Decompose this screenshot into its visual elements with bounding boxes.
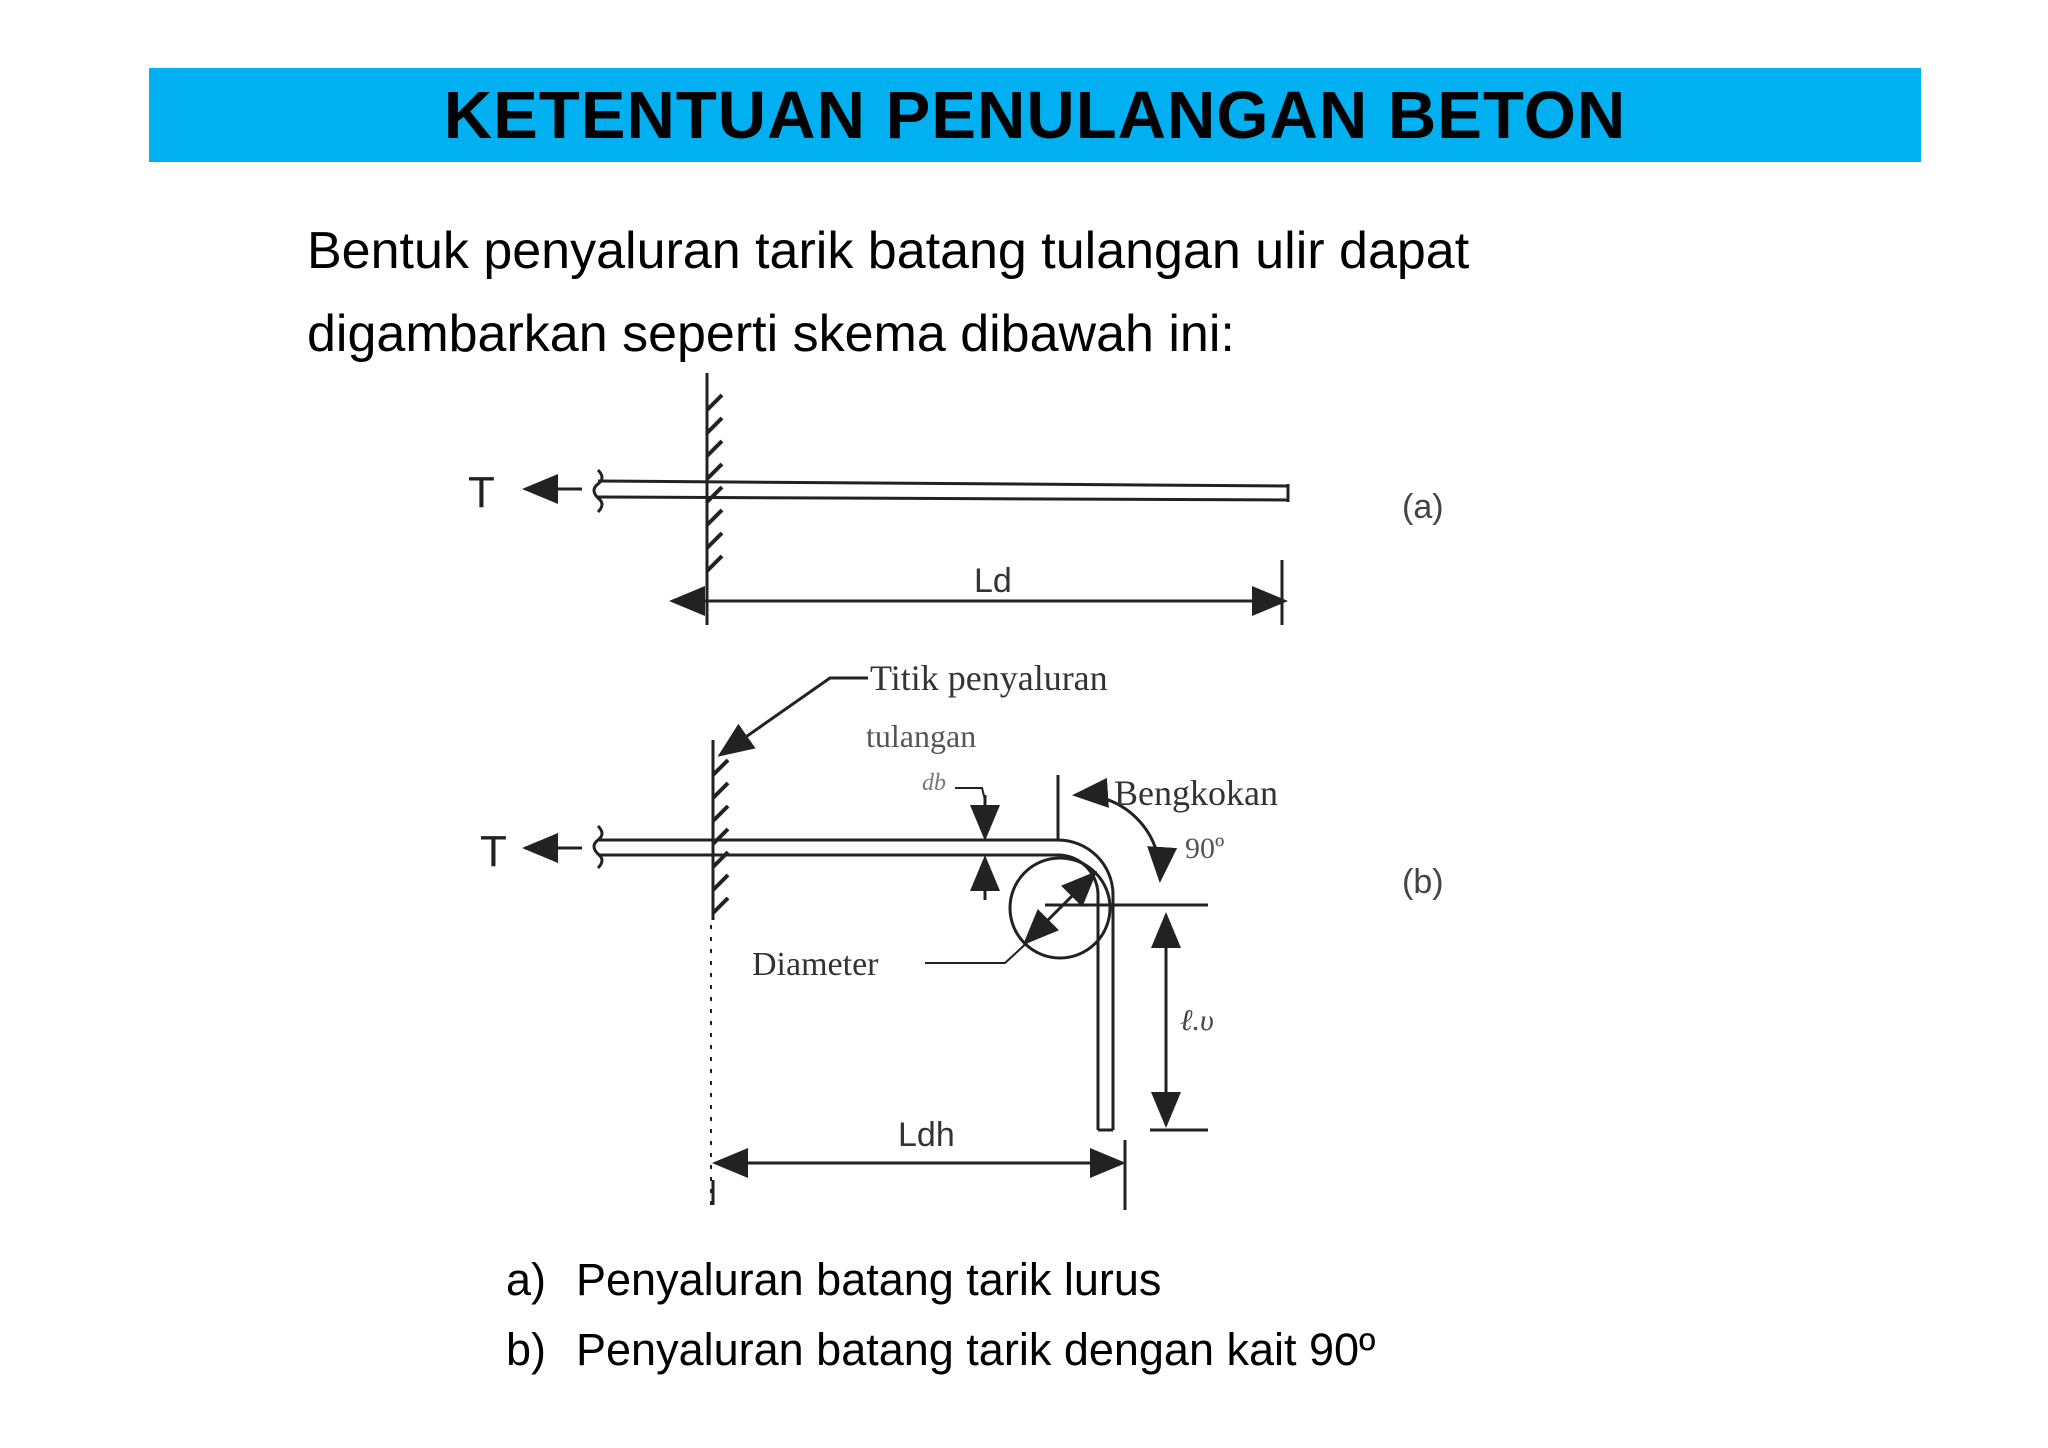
figure-tag-a: (a): [1402, 488, 1444, 526]
force-label-a: T: [468, 468, 495, 517]
page-title: KETENTUAN PENULANGAN BETON: [443, 77, 1627, 153]
bend-angle-label: 90º: [1185, 832, 1225, 865]
caption-list: [506, 1245, 1376, 1385]
caption-item: [506, 1315, 1376, 1385]
wall-hatching-b: [713, 760, 728, 913]
intro-line-2: digambarkan seperti skema dibawah ini:: [307, 305, 1235, 363]
figure-b: [525, 678, 1208, 1210]
bar-diameter-label: db: [922, 770, 946, 796]
diameter-arrow: [1025, 873, 1095, 943]
critical-section-label-1: Titik penyaluran: [870, 658, 1108, 698]
intro-line-1: Bentuk penyaluran tarik batang tulangan ulir dapat: [307, 222, 1470, 280]
bar-a-bottom: [598, 497, 1288, 500]
extension-label: ℓ.υ: [1180, 1004, 1214, 1037]
caption-mark: b): [506, 1324, 547, 1375]
diameter-leader: [925, 940, 1030, 963]
db-leader: [955, 788, 985, 800]
bend-label: Bengkokan: [1114, 773, 1278, 813]
break-mark-b: [594, 826, 602, 868]
critical-section-leader: [720, 678, 868, 755]
diameter-label: Diameter: [752, 946, 879, 983]
caption-item: [506, 1245, 1376, 1315]
bend-inner: [1058, 855, 1098, 1130]
caption-text: Penyaluran batang tarik dengan kait 90º: [576, 1324, 1376, 1375]
caption-mark: a): [506, 1254, 547, 1305]
length-label-b: Ldh: [898, 1116, 955, 1154]
bar-a-top: [598, 481, 1288, 486]
caption-text: Penyaluran batang tarik lurus: [576, 1254, 1162, 1305]
break-mark-a: [594, 470, 602, 512]
figure-tag-b: (b): [1402, 863, 1444, 901]
figure-a: [525, 373, 1288, 625]
force-label-b: T: [480, 827, 507, 876]
critical-section-label-2: tulangan: [866, 718, 977, 754]
length-label-a: Ld: [974, 562, 1012, 600]
